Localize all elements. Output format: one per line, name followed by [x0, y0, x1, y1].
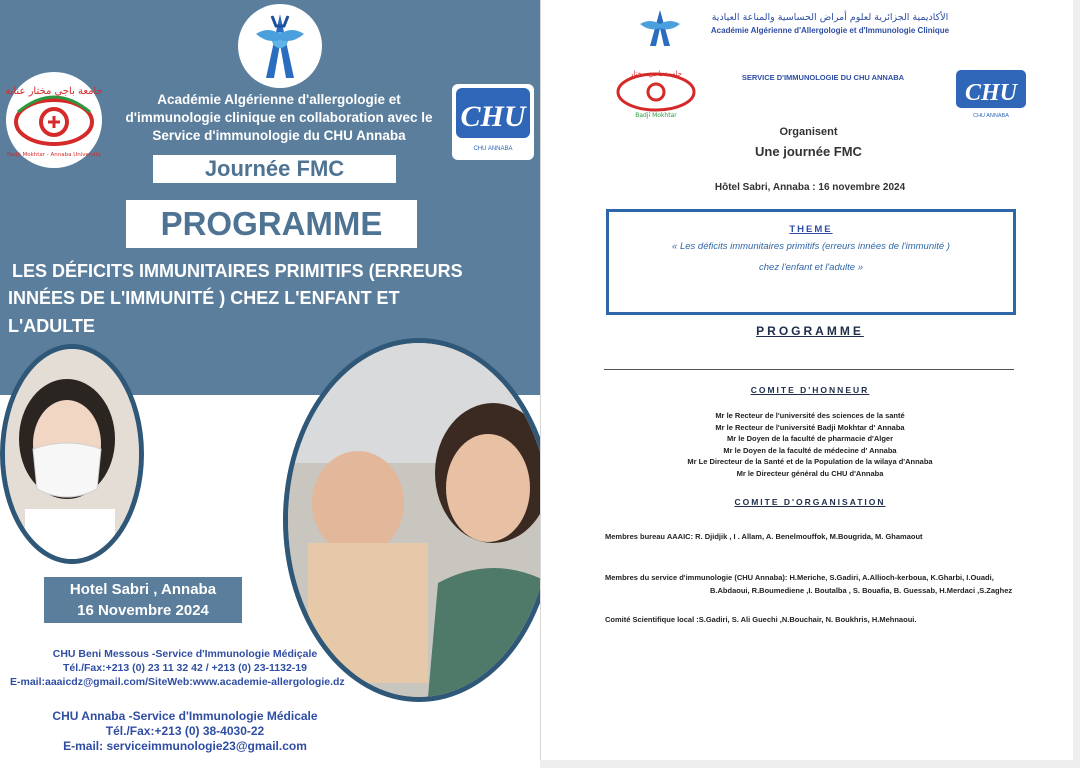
programme-label: PROGRAMME [126, 200, 417, 248]
comite-scientifique: Comité Scientifique local :S.Gadiri, S. Ali Guechi ,N.Bouchair, N. Boukhris, H.Mehnaoui. [605, 615, 917, 624]
contact2-tel: Tél./Fax:+213 (0) 38-4030-22 [105, 724, 265, 738]
journee-fmc-label: Journée FMC [153, 155, 396, 183]
contact2-title: CHU Annaba -Service d'Immunologie Médicale [52, 709, 318, 723]
doc-chu-logo-text: CHU [964, 80, 1018, 106]
chu-logo [452, 84, 534, 160]
comite-honneur-item: Mr le Doyen de la faculté de pharmacie d'Alger [727, 434, 893, 443]
doc-chu-logo [954, 68, 1028, 120]
doc-programme-heading: PROGRAMME [756, 324, 864, 338]
poster-date: 16 Novembre 2024 [77, 602, 209, 619]
university-logo-arabic: جامعة باجي مختار عنابة [6, 86, 102, 97]
comite-honneur-item: Mr le Recteur de l'université Badji Mokhtar d' Annaba [715, 422, 905, 432]
poster-venue: Hotel Sabri , Annaba [69, 581, 217, 598]
contact1-tel: Tél./Fax:+213 (0) 23 11 32 42 / +213 (0) 23-1132-19 [62, 662, 307, 674]
comite-honneur-item: Mr le Directeur général du CHU d'Annaba [736, 468, 884, 478]
theme-box [606, 209, 1016, 315]
doc-university-logo [608, 66, 704, 120]
poster-organizer-line-3: Service d'immunologie du CHU Annaba [152, 128, 406, 143]
chu-logo-text: CHU [460, 100, 526, 133]
chu-logo-caption: CHU ANNABA [473, 146, 513, 152]
service-members-line-2: B.Abdaoui, R.Boumediene ,I. Boutalba , S. Bouafia, B. Guessab, H.Merdaci ,S.Zaghez [710, 586, 1013, 595]
doc-divider [604, 369, 1014, 370]
university-logo-latin: Badji Mokhtar - Annaba University [7, 152, 101, 158]
theme-line-2: chez l'enfant et l'adulte » [759, 262, 863, 273]
poster-venue-box [44, 577, 242, 623]
university-logo [6, 72, 102, 168]
poster-organizer-line-2: d'immunologie clinique en collaboration avec le [125, 110, 433, 125]
comite-honneur-item: Mr Le Directeur de la Santé et de la Population de la wilaya d'Annaba [687, 457, 933, 466]
doc-chu-logo-caption: CHU ANNABA [973, 113, 1009, 119]
theme-title: THEME [789, 224, 833, 235]
comite-honneur-item: Mr le Recteur de l'université des sciences de la santé [715, 411, 905, 420]
poster-theme-line-2: INNÉES DE L'IMMUNITÉ ) CHEZ L'ENFANT ET [8, 288, 400, 308]
theme-line-1: « Les déficits immunitaires primitifs (erreurs innées de l'immunité ) [672, 241, 950, 252]
comite-honneur-list [660, 410, 960, 479]
doc-arabic-header: الأكاديمية الجزائرية لعلوم أمراض الحساسية والمناعة العيادية [711, 12, 949, 23]
comite-organisation-title: COMITE D'ORGANISATION [734, 497, 886, 507]
poster-organizer-line-1: Académie Algérienne d'allergologie et [157, 92, 401, 107]
doc-academy-logo [630, 6, 690, 50]
poster-theme-line-3: L'ADULTE [8, 316, 95, 336]
doc-university-logo-arabic: جامعة باجي مختار [630, 70, 682, 78]
academy-logo [238, 4, 322, 88]
doc-service-name: SERVICE D'IMMUNOLOGIE DU CHU ANNABA [741, 73, 905, 82]
contact1-title: CHU Beni Messous -Service d'Immunologie Médiçale [52, 648, 318, 660]
service-members-line-1: Membres du service d'immunologie (CHU Annaba): H.Meriche, S.Gadiri, A.Allioch-kerboua, K.Gharbi, I.Ouadi, [605, 573, 994, 582]
comite-honneur-title: COMITE D'HONNEUR [750, 385, 870, 395]
doc-academy-header: Académie Algérienne d'Allergologie et d'Immunologie Clinique [710, 26, 950, 35]
doc-university-logo-latin: Badji Mokhtar [635, 112, 677, 119]
poster-theme-line-1: LES DÉFICITS IMMUNITAIRES PRIMITIFS (ERREURS [12, 261, 463, 281]
contact2-email: E-mail: serviceimmunologie23@gmail.com [63, 739, 307, 753]
comite-honneur-item: Mr le Doyen de la faculté de médecine d' Annaba [723, 445, 897, 455]
contact1-email: E-mail:aaaicdz@gmail.com/SiteWeb:www.academie-allergologie.dz [10, 676, 345, 688]
doc-organisent: Organisent [779, 126, 838, 138]
woman-mask-photo [0, 344, 144, 564]
doc-venue-date: Hôtel Sabri, Annaba : 16 novembre 2024 [714, 182, 906, 193]
bureau-members: Membres bureau AAAIC: R. Djidjik , I . Allam, A. Benelmouffok, M.Bougrida, M. Ghamaout [605, 532, 923, 541]
doc-une-journee: Une journée FMC [755, 144, 862, 159]
